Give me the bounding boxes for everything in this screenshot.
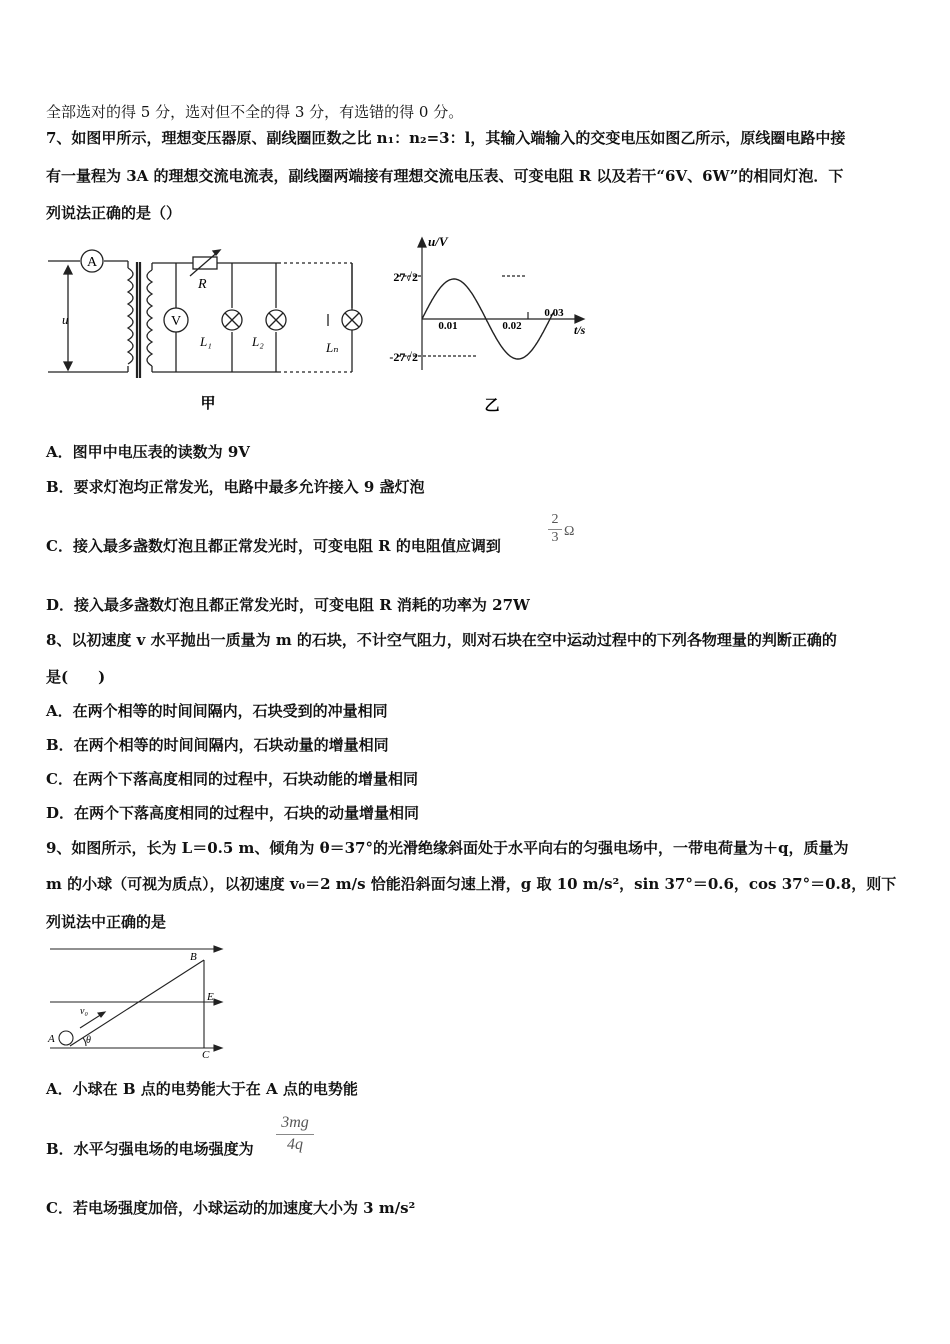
q7-option-d: D．接入最多盏数灯泡且都正常发光时，可变电阻 R 消耗的功率为 27W — [46, 596, 530, 614]
graph-y-min-label: -27√2 — [389, 350, 418, 364]
point-a-label: A — [48, 1033, 55, 1045]
input-voltage-label: u — [62, 312, 69, 327]
lamp-label-2: L₂ — [252, 334, 264, 349]
q9-option-b-denominator: 4q — [276, 1134, 314, 1154]
q9-incline-figure — [44, 942, 234, 1064]
lamp-icon — [266, 310, 286, 330]
q9-stem-line-3: 列说法中正确的是 — [46, 913, 167, 931]
graph-x-tick-1: 0.01 — [438, 320, 458, 332]
field-e-label: E — [207, 991, 214, 1003]
q8-option-b: B．在两个相等的时间间隔内，石块动量的增量相同 — [46, 736, 389, 754]
q7-circuit-figure — [40, 238, 370, 418]
q8-option-a: A．在两个相等的时间间隔内，石块受到的冲量相同 — [46, 702, 388, 720]
ammeter-icon — [81, 250, 103, 272]
q7-option-c: C．接入最多盏数灯泡且都正常发光时，可变电阻 R 的电阻值应调到 — [46, 537, 501, 555]
graph-y-axis-label: u/V — [428, 234, 448, 249]
q8-stem-line-1: 8、以初速度 v 水平抛出一质量为 m 的石块，不计空气阻力，则对石块在空中运动过程中的下列各物理量的判断正确的 — [46, 631, 837, 649]
point-c-label: C — [202, 1049, 210, 1061]
point-b-label: B — [190, 951, 197, 963]
q8-option-c: C．在两个下落高度相同的过程中，石块动能的增量相同 — [46, 770, 418, 788]
intro-line: 全部选对的得 5 分，选对但不全的得 3 分，有选错的得 0 分。 — [46, 103, 464, 121]
q7-option-c-unit: Ω — [564, 524, 575, 539]
q9-option-b: B．水平匀强电场的电场强度为 — [46, 1140, 254, 1158]
graph-x-axis-label: t/s — [574, 323, 586, 337]
charged-ball — [59, 1031, 73, 1045]
velocity-label: v₀ — [80, 1006, 88, 1017]
q7-option-c-denominator: 3 — [548, 529, 562, 546]
q9-option-c: C．若电场强度加倍，小球运动的加速度大小为 3 m/s² — [46, 1199, 416, 1217]
q8-stem-line-2: 是( ) — [46, 668, 106, 686]
graph-x-tick-2: 0.02 — [502, 320, 522, 332]
q7-stem-line-1: 7、如图甲所示，理想变压器原、副线圈匝数之比 n₁：n₂=3：l，其输入端输入的交变电压如图乙所示，原线圈电路中接 — [46, 129, 846, 147]
resistor-label: R — [198, 277, 207, 292]
graph-y-max-label: 27√2 — [393, 270, 418, 284]
angle-theta-label: θ — [86, 1035, 91, 1046]
lamp-label-1: L₁ — [200, 334, 212, 349]
q9-option-b-fraction — [276, 1113, 314, 1154]
q8-option-d: D．在两个下落高度相同的过程中，石块的动量增量相同 — [46, 804, 420, 822]
figure-caption-yi: 乙 — [484, 398, 500, 414]
svg-text:V: V — [170, 314, 182, 329]
q7-option-c-fraction — [548, 512, 562, 546]
q7-option-c-numerator: 2 — [551, 512, 559, 527]
q9-stem-line-2: m 的小球（可视为质点），以初速度 v₀＝2 m/s 恰能沿斜面匀速上滑，g 取 10 m/s²，sin 37°＝0.6，cos 37°＝0.8，则下 — [46, 875, 897, 893]
figure-caption-jia: 甲 — [200, 396, 216, 412]
q9-option-a: A．小球在 B 点的电势能大于在 A 点的电势能 — [46, 1080, 358, 1098]
lamp-icon — [222, 310, 242, 330]
q9-stem-line-1: 9、如图所示，长为 L＝0.5 m、倾角为 θ＝37°的光滑绝缘斜面处于水平向右的匀强电场中，一带电荷量为＋q，质量为 — [46, 839, 849, 857]
svg-text:A: A — [86, 255, 98, 270]
q7-option-b: B．要求灯泡均正常发光，电路中最多允许接入 9 盏灯泡 — [46, 478, 425, 496]
q7-voltage-graph — [360, 230, 600, 420]
voltmeter-icon — [164, 308, 188, 332]
graph-x-tick-3: 0.03 — [544, 307, 564, 319]
lamp-label-n: Lₙ — [326, 340, 339, 355]
q7-option-a: A．图甲中电压表的读数为 9V — [46, 443, 250, 461]
lamp-icon — [342, 310, 362, 330]
q7-stem-line-3: 列说法正确的是（） — [46, 204, 182, 222]
q9-option-b-numerator: 3mg — [281, 1114, 309, 1131]
q7-stem-line-2: 有一量程为 3A 的理想交流电流表，副线圈两端接有理想交流电压表、可变电阻 R 以及若干“6V、6W”的相同灯泡．下 — [46, 167, 844, 185]
